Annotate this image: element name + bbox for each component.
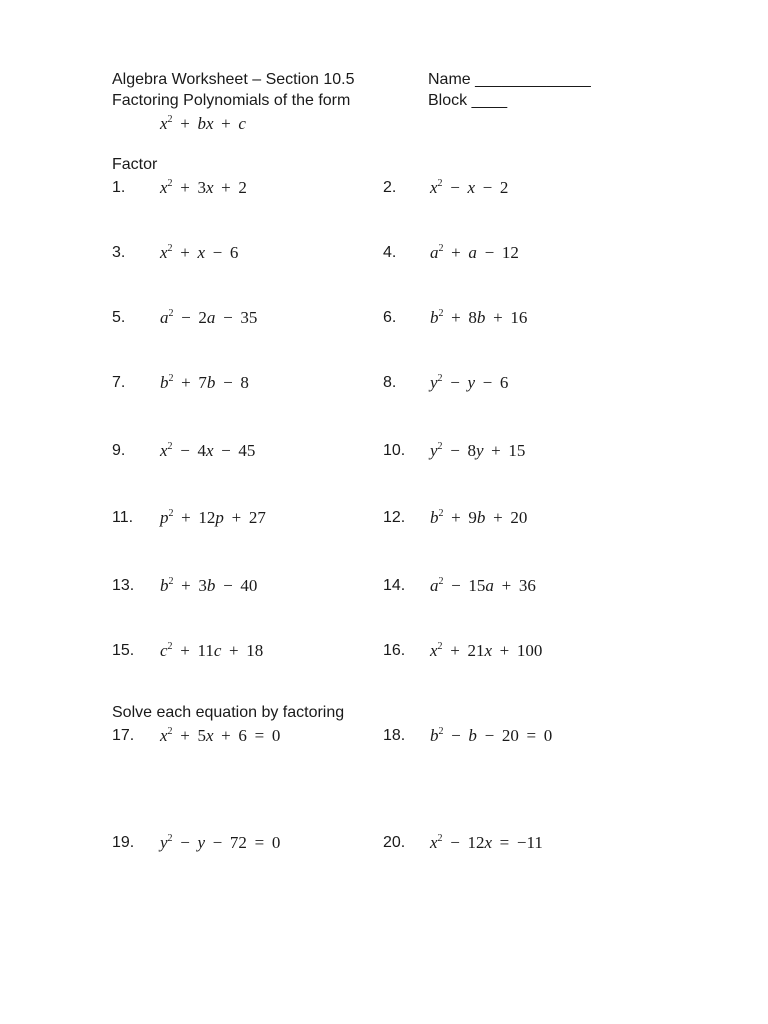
problem-number: 8. (383, 374, 397, 391)
problem-number: 11. (112, 509, 134, 526)
problem-number: 18. (383, 727, 406, 744)
problem-expression: $x^2 + 5x + 6 = 0$ (160, 726, 281, 745)
problem-number: 6. (383, 309, 397, 326)
problem-number: 17. (112, 727, 135, 744)
problem-number: 12. (383, 509, 406, 526)
problem-expression: $x^2 - x - 2$ (430, 178, 509, 197)
problem-expression: $b^2 + 8b + 16$ (430, 308, 528, 327)
problem-number: 16. (383, 642, 406, 659)
form-expression: $x^2$ + bx + c (160, 114, 246, 133)
problem-expression: $a^2 - 15a + 36$ (430, 576, 536, 595)
problem-number: 7. (112, 374, 126, 391)
problem-expression: $b^2 + 7b - 8$ (160, 373, 249, 392)
problem-number: 9. (112, 442, 126, 459)
problem-expression: $b^2 - b - 20 = 0$ (430, 726, 553, 745)
problem-number: 19. (112, 834, 135, 851)
problem-expression: $a^2 - 2a - 35$ (160, 308, 258, 327)
worksheet-subtitle: Factoring Polynomials of the form (112, 92, 351, 109)
problem-expression: $p^2 + 12p + 27$ (160, 508, 266, 527)
block-field: Block ____ (428, 92, 508, 109)
problem-number: 15. (112, 642, 135, 659)
problem-number: 2. (383, 179, 397, 196)
problem-expression: $y^2 - 8y + 15$ (430, 441, 526, 460)
problem-expression: $x^2 + x - 6$ (160, 243, 239, 262)
problem-number: 10. (383, 442, 406, 459)
problem-number: 3. (112, 244, 126, 261)
problem-number: 20. (383, 834, 406, 851)
problem-expression: $x^2 + 3x + 2$ (160, 178, 247, 197)
solve-heading: Solve each equation by factoring (112, 704, 345, 721)
problem-expression: $b^2 + 3b - 40$ (160, 576, 258, 595)
name-field: Name _____________ (428, 71, 591, 88)
problem-expression: $b^2 + 9b + 20$ (430, 508, 528, 527)
problem-number: 14. (383, 577, 406, 594)
problem-expression: $a^2 + a - 12$ (430, 243, 519, 262)
problem-number: 13. (112, 577, 135, 594)
worksheet-title: Algebra Worksheet – Section 10.5 (112, 71, 355, 88)
problem-expression: $x^2 + 21x + 100$ (430, 641, 543, 660)
problem-expression: $y^2 - y - 72 = 0$ (160, 833, 281, 852)
factor-heading: Factor (112, 156, 158, 173)
problem-expression: $y^2 - y - 6$ (430, 373, 509, 392)
problem-number: 1. (112, 179, 126, 196)
problem-expression: $c^2 + 11c + 18$ (160, 641, 264, 660)
problem-expression: $x^2 - 12x = -11$ (430, 833, 543, 852)
problem-number: 5. (112, 309, 126, 326)
problem-expression: $x^2 - 4x - 45$ (160, 441, 256, 460)
problem-number: 4. (383, 244, 397, 261)
